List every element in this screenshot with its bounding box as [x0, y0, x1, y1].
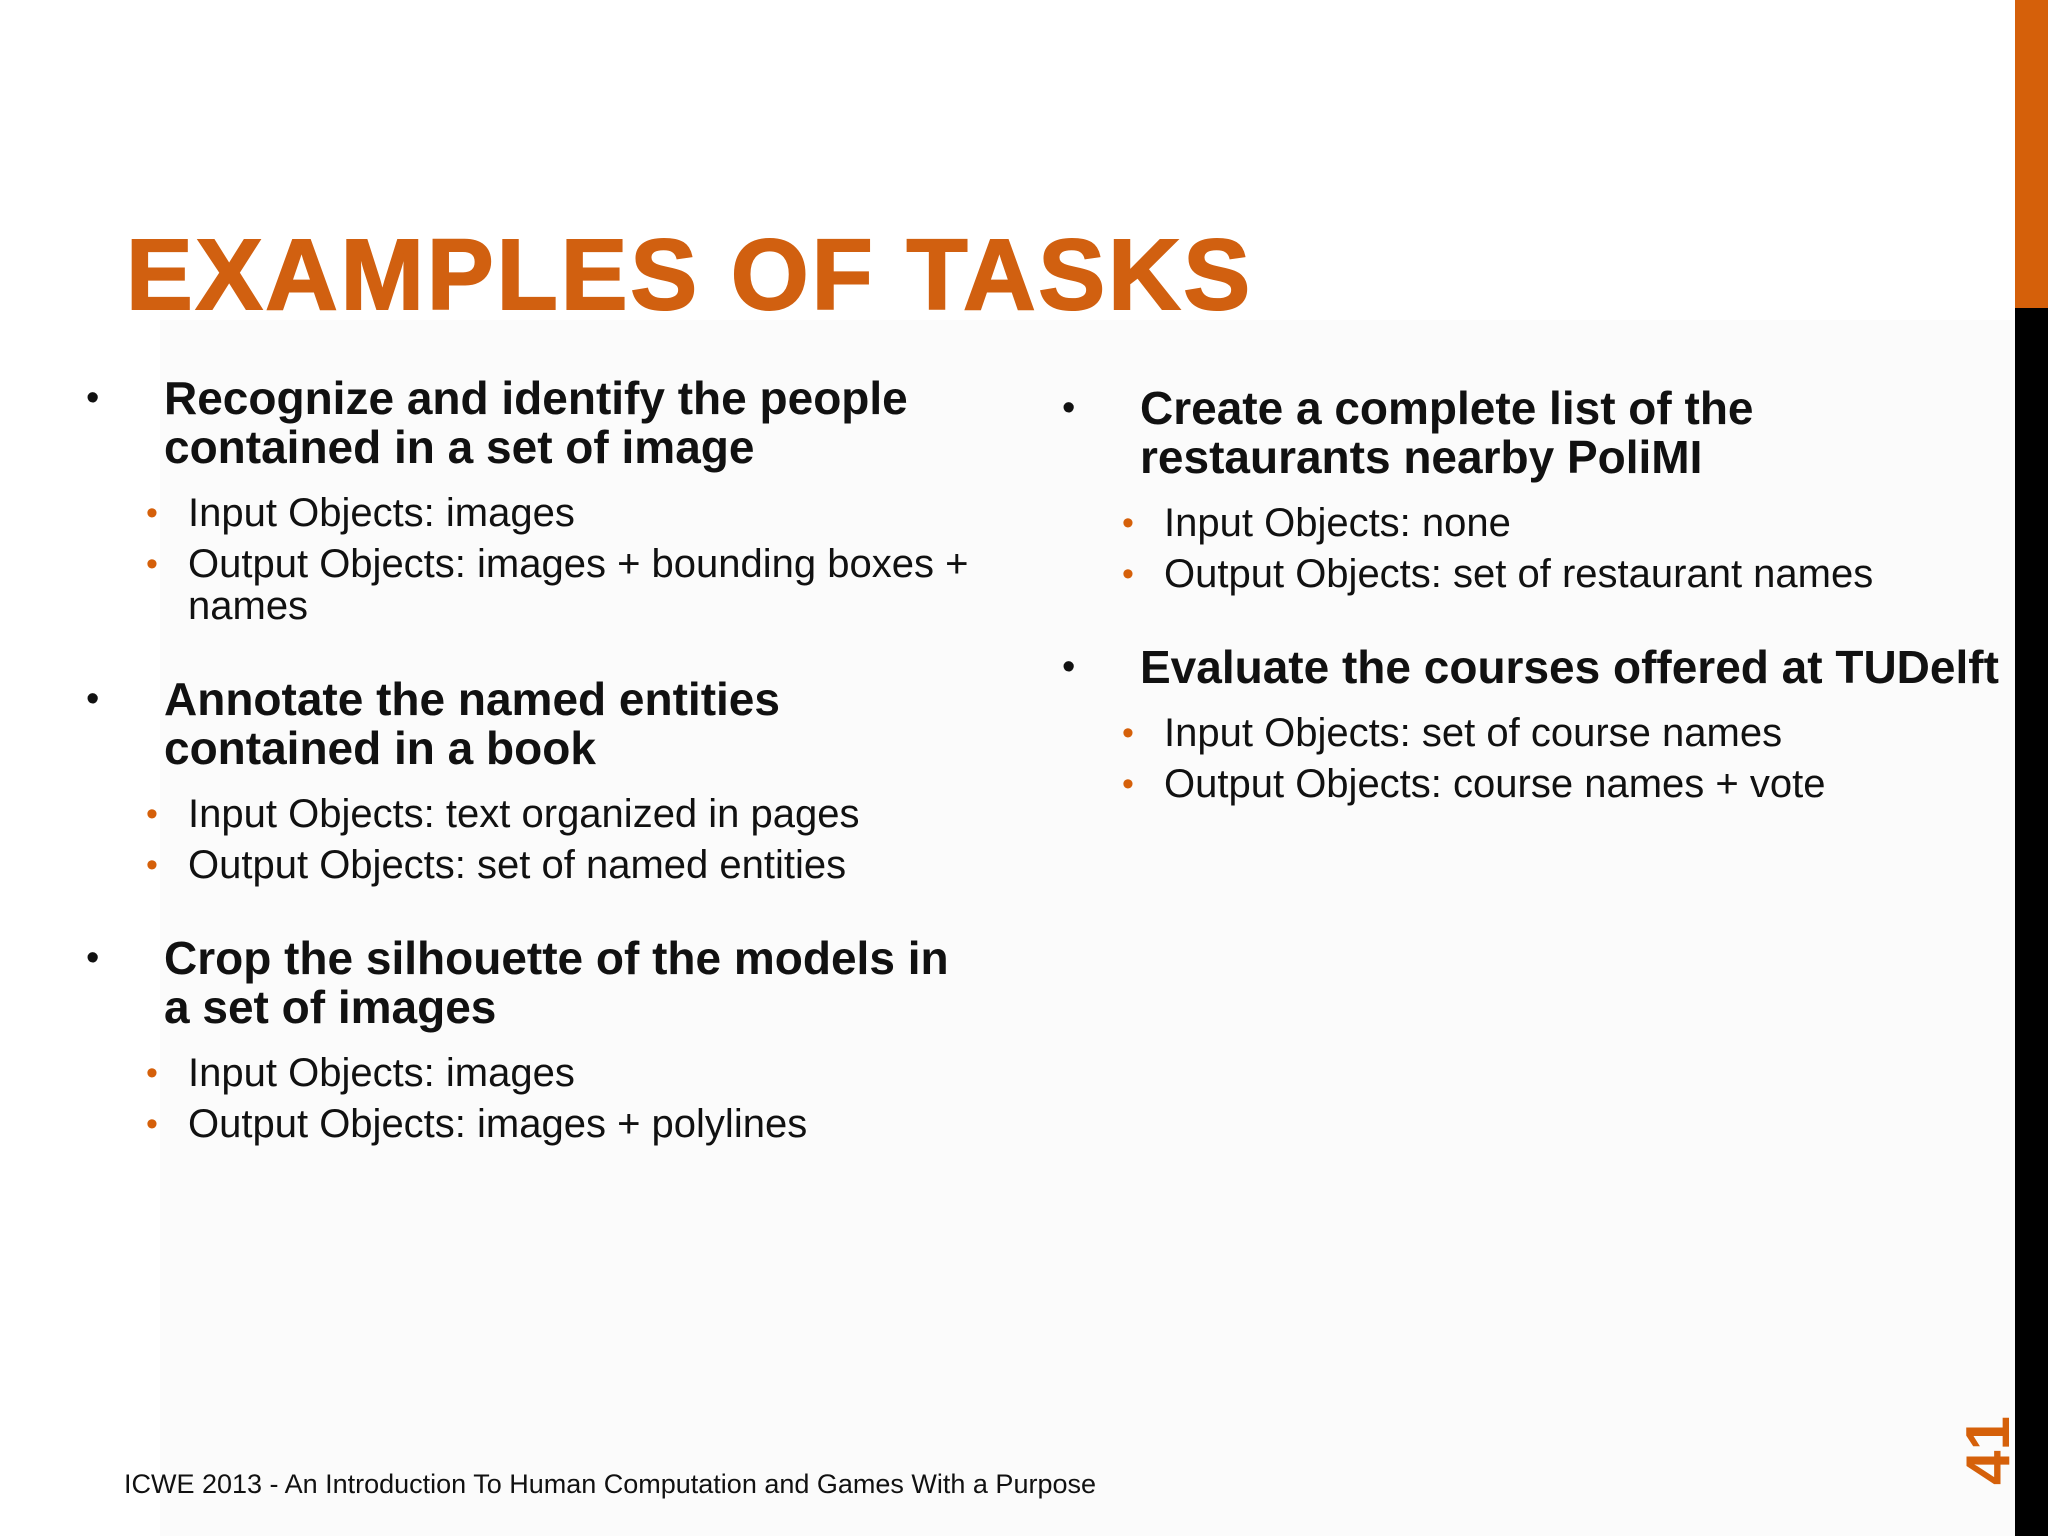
task-detail-item: [1056, 502, 2006, 544]
task-detail-item: [80, 793, 980, 835]
left-column: [80, 374, 980, 1154]
sub-bullet-icon: •: [146, 846, 158, 884]
task-detail-text: Input Objects: none: [1164, 501, 1511, 545]
task-heading-text: Crop the silhouette of the models in a set of images: [164, 932, 949, 1033]
task-item: [80, 675, 980, 886]
task-detail-item: [80, 1103, 980, 1145]
sub-bullet-icon: •: [1122, 504, 1134, 542]
accent-bar-orange: [2015, 0, 2048, 308]
bullet-icon: •: [86, 937, 100, 979]
task-detail-list: [80, 793, 980, 886]
task-heading: [80, 374, 980, 472]
right-column: [1056, 384, 2006, 814]
task-detail-item: [1056, 763, 2006, 805]
sub-bullet-icon: •: [146, 795, 158, 833]
task-detail-list: [1056, 712, 2006, 805]
sub-bullet-icon: •: [146, 545, 158, 583]
task-item: [1056, 643, 2006, 805]
task-heading-text: Annotate the named entities contained in a book: [164, 673, 780, 774]
task-detail-item: [80, 543, 980, 627]
task-detail-item: [1056, 712, 2006, 754]
task-detail-text: Input Objects: text organized in pages: [188, 792, 860, 836]
task-detail-list: [1056, 502, 2006, 595]
task-detail-item: [80, 844, 980, 886]
task-heading: [80, 675, 980, 773]
task-detail-text: Input Objects: set of course names: [1164, 711, 1783, 755]
task-heading: [1056, 643, 2006, 692]
sub-bullet-icon: •: [146, 1054, 158, 1092]
task-detail-text: Output Objects: set of restaurant names: [1164, 552, 1874, 596]
slide-title: EXAMPLES OF TASKS: [126, 219, 1254, 331]
task-heading-text: Evaluate the courses offered at TUDelft: [1140, 641, 1999, 693]
bullet-icon: •: [86, 678, 100, 720]
task-item: [80, 374, 980, 627]
task-heading: [1056, 384, 2006, 482]
page-number: 41: [1954, 1416, 2023, 1485]
slide-footer: ICWE 2013 - An Introduction To Human Computation and Games With a Purpose: [124, 1469, 1096, 1499]
sub-bullet-icon: •: [1122, 555, 1134, 593]
task-detail-list: [80, 492, 980, 627]
bullet-icon: •: [86, 377, 100, 419]
task-heading-text: Create a complete list of the restaurants nearby PoliMI: [1140, 382, 1754, 483]
task-item: [1056, 384, 2006, 595]
sub-bullet-icon: •: [1122, 714, 1134, 752]
task-detail-item: [80, 492, 980, 534]
task-detail-list: [80, 1052, 980, 1145]
task-heading: [80, 934, 980, 1032]
sub-bullet-icon: •: [1122, 765, 1134, 803]
bullet-icon: •: [1062, 646, 1076, 688]
task-detail-text: Output Objects: course names + vote: [1164, 762, 1826, 806]
task-detail-text: Input Objects: images: [188, 491, 575, 535]
accent-bar-black: [2015, 308, 2048, 1536]
task-detail-text: Output Objects: images + polylines: [188, 1102, 808, 1146]
bullet-icon: •: [1062, 387, 1076, 429]
task-detail-text: Output Objects: images + bounding boxes + names: [188, 542, 969, 628]
sub-bullet-icon: •: [146, 494, 158, 532]
sub-bullet-icon: •: [146, 1105, 158, 1143]
task-item: [80, 934, 980, 1145]
task-detail-text: Output Objects: set of named entities: [188, 843, 847, 887]
task-detail-item: [80, 1052, 980, 1094]
task-heading-text: Recognize and identify the people contained in a set of image: [164, 372, 908, 473]
task-detail-item: [1056, 553, 2006, 595]
task-detail-text: Input Objects: images: [188, 1051, 575, 1095]
